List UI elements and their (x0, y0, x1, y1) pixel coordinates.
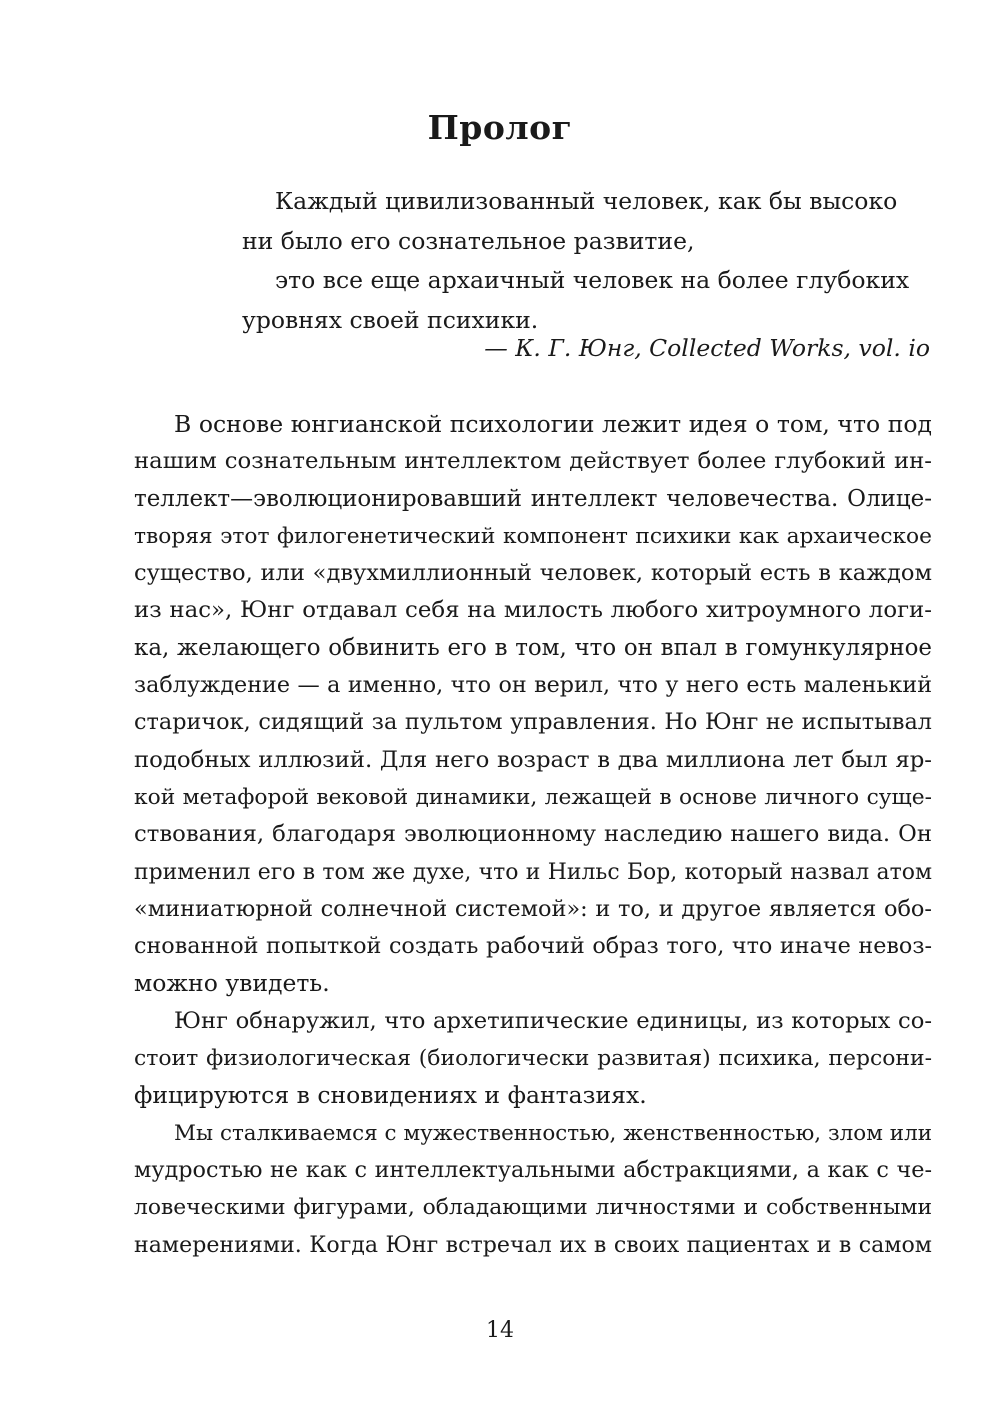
epigraph-line: уровнях своей психики. (242, 305, 539, 334)
text-line: фицируются в сновидениях и фантазиях. (134, 1081, 647, 1110)
text-line: ствования, благодаря эволюционному наследию нашего вида. Он (134, 821, 932, 848)
paragraph (134, 406, 932, 1003)
text-line: творяя этот филогенетический компонент психики как архаическое (134, 523, 932, 549)
text-line: можно увидеть. (134, 969, 330, 998)
text-line: «миниатюрной солнечной системой»: и то, и другое является обо- (134, 895, 932, 922)
text-line: существо, или «двухмиллионный человек, который есть в каждом (134, 560, 932, 587)
text-line: снованной попыткой создать рабочий образ того, что иначе невоз- (134, 933, 932, 960)
text-line: из нас», Юнг отдавал себя на милость любого хитроумного логи- (134, 597, 932, 624)
text-line: применил его в том же духе, что и Нильс Бор, который назвал атом (134, 859, 932, 885)
text-line: кой метафорой вековой динамики, лежащей в основе личного суще- (134, 784, 932, 810)
text-line: В основе юнгианской психологии лежит идея о том, что под (174, 410, 932, 438)
epigraph-attribution: — К. Г. Юнг, Collected Works, vol. io (484, 334, 930, 362)
text-line: стоит физиологическая (биологически развитая) психика, персони- (134, 1046, 932, 1072)
text-line: подобных иллюзий. Для него возраст в два миллиона лет был яр- (134, 746, 932, 773)
epigraph (242, 182, 932, 340)
epigraph-line: Каждый цивилизованный человек, как бы высоко (275, 187, 898, 215)
text-line: Мы сталкиваемся с мужественностью, женственностью, злом или (174, 1120, 932, 1146)
chapter-title: Пролог (427, 108, 573, 147)
text-line: заблуждение — а именно, что он верил, что у него есть маленький (134, 672, 932, 699)
paragraph (134, 1003, 932, 1115)
text-line: ка, желающего обвинить его в том, что он впал в гомункулярное (134, 634, 932, 661)
text-line: мудростью не как с интеллектуальными абстракциями, а как с че- (134, 1156, 932, 1183)
text-line: нашим сознательным интеллектом действует более глубокий ин- (134, 448, 932, 475)
epigraph-line: ни было его сознательное развитие, (242, 226, 695, 255)
body-text (134, 406, 932, 1264)
text-line: Юнг обнаружил, что архетипические единицы, из которых со- (174, 1007, 932, 1034)
text-line: ловеческими фигурами, обладающими личностями и собственными (134, 1195, 932, 1221)
paragraph (134, 1115, 932, 1264)
text-line: теллект—эволюционировавший интеллект человечества. Олице- (134, 485, 932, 512)
epigraph-line: это все еще архаичный человек на более глубоких (275, 266, 910, 294)
text-line: старичок, сидящий за пультом управления. Но Юнг не испытывал (134, 709, 932, 736)
page-number: 14 (486, 1318, 514, 1343)
text-line: намерениями. Когда Юнг встречал их в своих пациентах и в самом (134, 1231, 932, 1258)
